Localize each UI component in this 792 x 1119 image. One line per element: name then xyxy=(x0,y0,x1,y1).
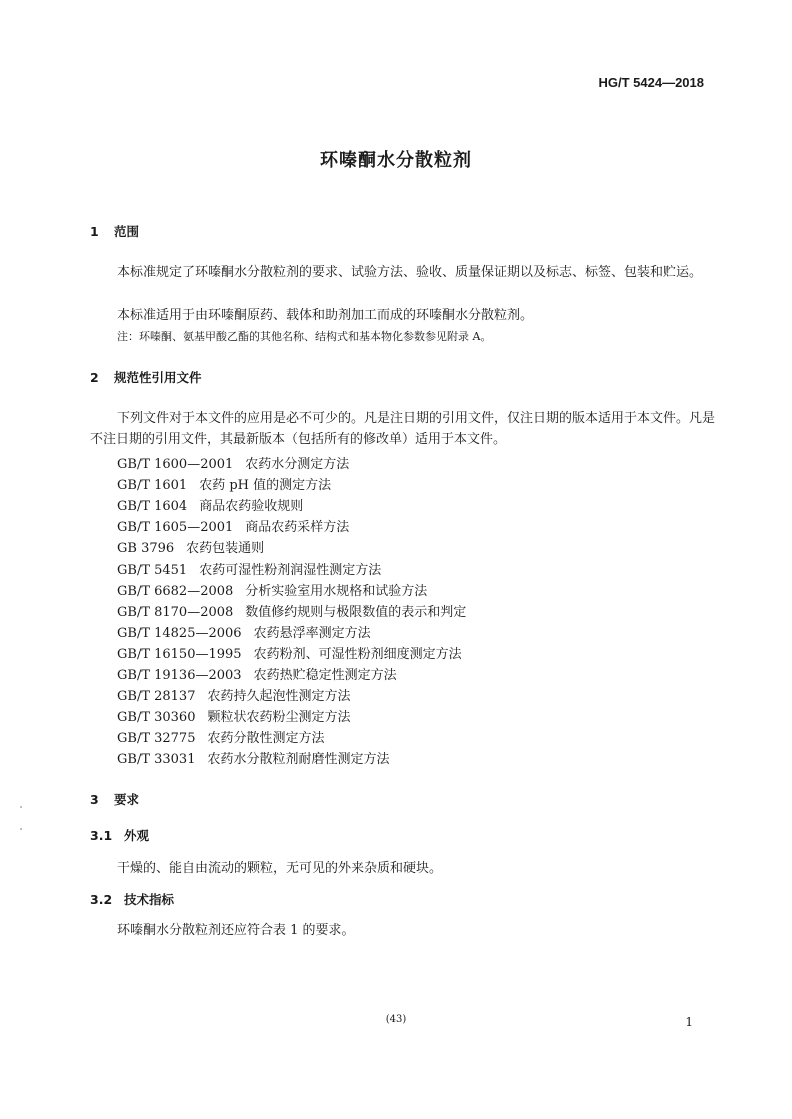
reference-title: 农药热贮稳定性测定方法 xyxy=(253,668,397,683)
reference-code: GB/T 19136—2003 xyxy=(117,668,242,683)
reference-title: 农药水分测定方法 xyxy=(245,457,350,472)
reference-code: GB/T 1601 xyxy=(117,478,188,494)
paragraph: 本标准规定了环嗪酮水分散粒剂的要求、试验方法、验收、质量保证期以及标志、标签、包装和贮运。 xyxy=(117,265,703,280)
section-3-1-heading xyxy=(90,826,149,844)
reference-code: GB/T 14825—2006 xyxy=(117,625,242,641)
reference-title: 颗粒状农药粉尘测定方法 xyxy=(207,710,351,726)
section-title: 范围 xyxy=(114,224,140,239)
reference-code: GB/T 8170—2008 xyxy=(117,604,234,620)
reference-item xyxy=(117,664,397,683)
reference-item xyxy=(117,516,349,535)
reference-item xyxy=(117,474,331,493)
reference-title: 农药粉剂、可湿性粉剂细度测定方法 xyxy=(253,646,462,662)
reference-code: GB/T 5451 xyxy=(117,562,188,578)
reference-item xyxy=(117,601,466,620)
section-title: 规范性引用文件 xyxy=(114,370,202,385)
section-number: 3.1 xyxy=(90,828,113,843)
section-title: 要求 xyxy=(114,792,140,807)
reference-title: 农药持久起泡性测定方法 xyxy=(207,689,351,705)
paragraph: 本标准适用于由环嗪酮原药、载体和助剂加工而成的环嗪酮水分散粒剂。 xyxy=(117,308,534,323)
reference-title: 农药包装通则 xyxy=(186,541,265,557)
page-number-center: (43) xyxy=(385,1014,407,1025)
reference-item xyxy=(117,559,381,578)
document-title: 环嗪酮水分散粒剂 xyxy=(320,150,472,171)
reference-code: GB 3796 xyxy=(117,541,175,557)
reference-code: GB/T 1605—2001 xyxy=(117,520,234,536)
paragraph: 环嗪酮水分散粒剂还应符合表 1 的要求。 xyxy=(117,923,355,938)
section-number: 2 xyxy=(90,370,99,385)
reference-code: GB/T 28137 xyxy=(117,689,196,705)
reference-item xyxy=(117,685,351,704)
reference-code: GB/T 6682—2008 xyxy=(117,583,234,599)
section-number: 3.2 xyxy=(90,892,113,907)
reference-title: 商品农药验收规则 xyxy=(199,499,304,515)
section-1-heading xyxy=(90,222,139,240)
reference-title: 数值修约规则与极限数值的表示和判定 xyxy=(245,604,467,620)
document-code: HG/T 5424—2018 xyxy=(598,75,704,90)
reference-item xyxy=(117,453,349,472)
reference-title: 农药水分散粒剂耐磨性测定方法 xyxy=(207,752,390,768)
reference-item xyxy=(117,643,462,662)
reference-code: GB/T 33031 xyxy=(117,752,196,768)
paragraph: 下列文件对于本文件的应用是必不可少的。凡是注日期的引用文件，仅注日期的版本适用于本文件。凡是不注日期的引用文件，其最新版本（包括所有的修改单）适用于本文件。 xyxy=(90,411,716,447)
section-2-heading xyxy=(90,368,202,386)
section-3-2-heading xyxy=(90,890,174,908)
section-title: 外观 xyxy=(124,828,150,843)
reference-item xyxy=(117,706,351,725)
reference-item xyxy=(117,537,264,556)
paragraph: 干燥的、能自由流动的颗粒，无可见的外来杂质和硬块。 xyxy=(117,861,443,876)
reference-item xyxy=(117,748,390,767)
reference-code: GB/T 1600—2001 xyxy=(117,457,234,472)
section-number: 1 xyxy=(90,224,99,239)
reference-title: 农药 pH 值的测定方法 xyxy=(199,478,332,494)
reference-item xyxy=(117,580,427,599)
reference-title: 分析实验室用水规格和试验方法 xyxy=(245,583,428,599)
section-number: 3 xyxy=(90,792,99,807)
reference-title: 农药可湿性粉剂润湿性测定方法 xyxy=(199,562,382,578)
section-3-heading xyxy=(90,790,139,808)
section-title: 技术指标 xyxy=(124,892,175,907)
reference-title: 农药悬浮率测定方法 xyxy=(253,625,371,641)
scan-mark xyxy=(20,806,22,808)
note: 注：环嗪酮、氨基甲酸乙酯的其他名称、结构式和基本物化参数参见附录 A。 xyxy=(117,330,492,343)
reference-title: 农药分散性测定方法 xyxy=(207,731,325,747)
reference-item xyxy=(117,622,371,641)
reference-title: 商品农药采样方法 xyxy=(245,520,350,536)
page-number: 1 xyxy=(685,1015,693,1029)
reference-code: GB/T 32775 xyxy=(117,731,196,747)
reference-code: GB/T 1604 xyxy=(117,499,188,515)
reference-code: GB/T 16150—1995 xyxy=(117,646,242,662)
reference-item xyxy=(117,727,325,746)
scan-mark xyxy=(20,828,22,830)
reference-code: GB/T 30360 xyxy=(117,710,196,726)
reference-item xyxy=(117,495,303,514)
